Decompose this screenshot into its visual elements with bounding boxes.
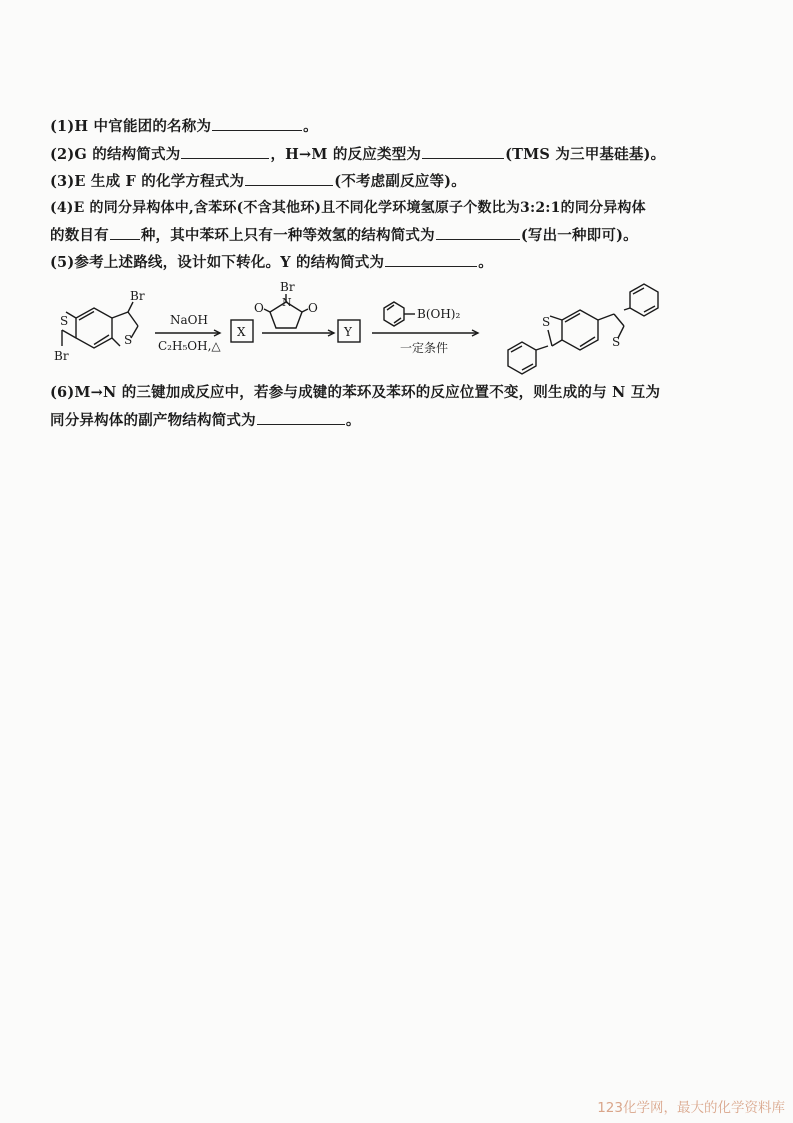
q4-line2-part3: (写出一种即可)。 <box>520 227 638 244</box>
q2-part2: ，H→M 的反应类型为 <box>270 146 422 163</box>
box-x-label: X <box>237 325 246 339</box>
q4-line2-part1: 的数目有 <box>50 227 109 244</box>
product-s-bottom: S <box>612 335 621 349</box>
question-4-line1 <box>50 198 646 218</box>
nbs-o-left: O <box>254 301 264 315</box>
question-3 <box>50 171 466 192</box>
question-6-line1 <box>50 383 660 403</box>
q4-line1: (4)E 的同分异构体中,含苯环(不含其他环)且不同化学环境氢原子个数比为3:2:1的同分异构体 <box>50 200 646 216</box>
reagent1-bottom: C₂H₅OH,△ <box>158 339 221 353</box>
start-br-bottom: Br <box>54 349 69 363</box>
start-s-bottom: S <box>124 333 133 347</box>
reaction-scheme <box>40 280 740 380</box>
product-s-top: S <box>542 315 551 329</box>
q5-text: (5)参考上述路线，设计如下转化。Y 的结构简式为 <box>50 254 385 271</box>
footer-watermark: 123化学网，最大的化学资料库 <box>597 1100 785 1116</box>
reagent1-top: NaOH <box>170 313 208 327</box>
q4-line2-part2: 种，其中苯环上只有一种等效氢的结构简式为 <box>140 227 435 244</box>
start-s-top: S <box>60 314 69 328</box>
question-1 <box>50 116 318 137</box>
product-structure <box>508 284 658 374</box>
answer-blank <box>212 116 302 131</box>
question-5 <box>50 252 493 273</box>
answer-blank <box>436 225 520 240</box>
phenyl-boronic-structure <box>384 302 415 326</box>
box-y-label: Y <box>344 325 352 339</box>
question-2 <box>50 144 665 165</box>
answer-blank <box>385 252 477 267</box>
nbs-br: Br <box>280 280 295 294</box>
q6-line2: 同分异构体的副产物结构简式为 <box>50 412 256 429</box>
q6-tail: 。 <box>345 412 361 429</box>
q1-text: (1)H 中官能团的名称为 <box>50 118 212 135</box>
q5-tail: 。 <box>478 254 493 271</box>
answer-blank <box>257 410 345 425</box>
q1-tail: 。 <box>303 118 318 135</box>
nbs-o-right: O <box>308 301 318 315</box>
answer-blank <box>181 144 269 159</box>
reagent3-bottom: 一定条件 <box>400 341 449 355</box>
q3-part1: (3)E 生成 F 的化学方程式为 <box>50 173 245 190</box>
question-6-line2 <box>50 410 361 431</box>
q6-line1: (6)M→N 的三键加成反应中，若参与成键的苯环及苯环的反应位置不变，则生成的与 N 互为 <box>50 384 661 401</box>
nbs-n: N <box>282 296 292 309</box>
boronic-label: B(OH)₂ <box>417 307 461 321</box>
question-4-line2 <box>50 225 638 246</box>
q2-part3: (TMS 为三甲基硅基)。 <box>505 146 666 163</box>
answer-blank <box>422 144 504 159</box>
q3-part2: (不考虑副反应等)。 <box>334 173 466 190</box>
answer-blank <box>245 171 333 186</box>
answer-blank <box>110 225 140 240</box>
start-br-top: Br <box>130 289 145 303</box>
q2-part1: (2)G 的结构简式为 <box>50 146 181 163</box>
